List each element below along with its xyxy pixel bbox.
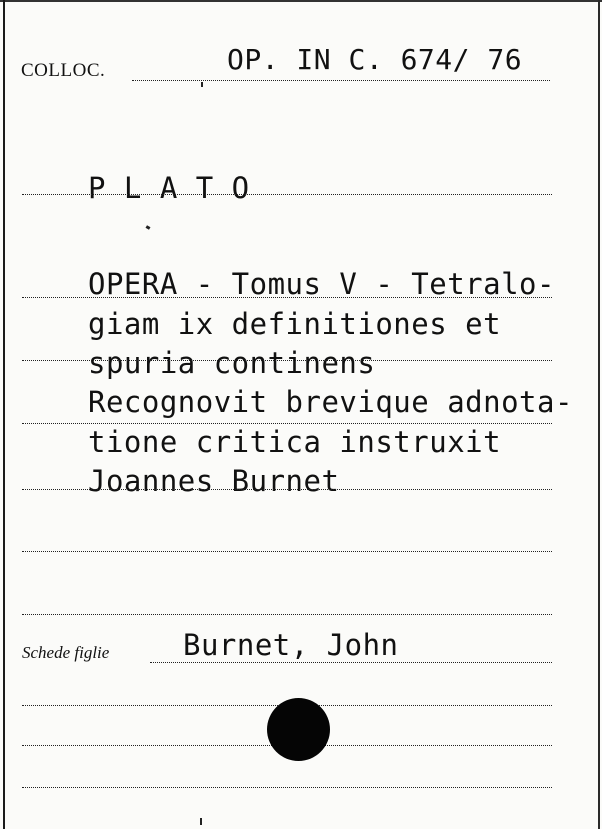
- rule-line: [22, 614, 552, 615]
- rule-line: [132, 80, 550, 81]
- rule-line: [22, 551, 552, 552]
- schede-figlie-label: Schede figlie: [22, 643, 110, 662]
- title-line: Recognovit brevique adnota-: [88, 385, 573, 419]
- rule-line: [150, 662, 552, 663]
- rule-line: [22, 787, 552, 788]
- title-line: Joannes Burnet: [88, 464, 340, 498]
- stray-mark: [201, 82, 203, 87]
- author-heading: P L A T O: [88, 171, 250, 205]
- stray-mark: [200, 818, 202, 825]
- punch-hole: [267, 698, 330, 761]
- title-line: tione critica instruxit: [88, 425, 502, 459]
- rule-line: [22, 489, 552, 490]
- stray-mark: [146, 225, 151, 230]
- card-top-edge: [0, 0, 602, 2]
- colloc-label: COLLOC.: [21, 60, 106, 81]
- card-left-edge: [3, 0, 5, 829]
- rule-line: [22, 194, 552, 195]
- shelfmark: OP. IN C. 674/ 76: [227, 43, 523, 76]
- reference-author: Burnet, John: [183, 628, 399, 662]
- title-line: OPERA - Tomus V - Tetralo-: [88, 267, 555, 301]
- title-line: spuria continens: [88, 346, 376, 380]
- title-line: giam ix definitiones et: [88, 307, 502, 341]
- rule-line: [22, 297, 552, 298]
- card-right-edge: [598, 0, 600, 829]
- rule-line: [22, 360, 552, 361]
- rule-line: [22, 423, 552, 424]
